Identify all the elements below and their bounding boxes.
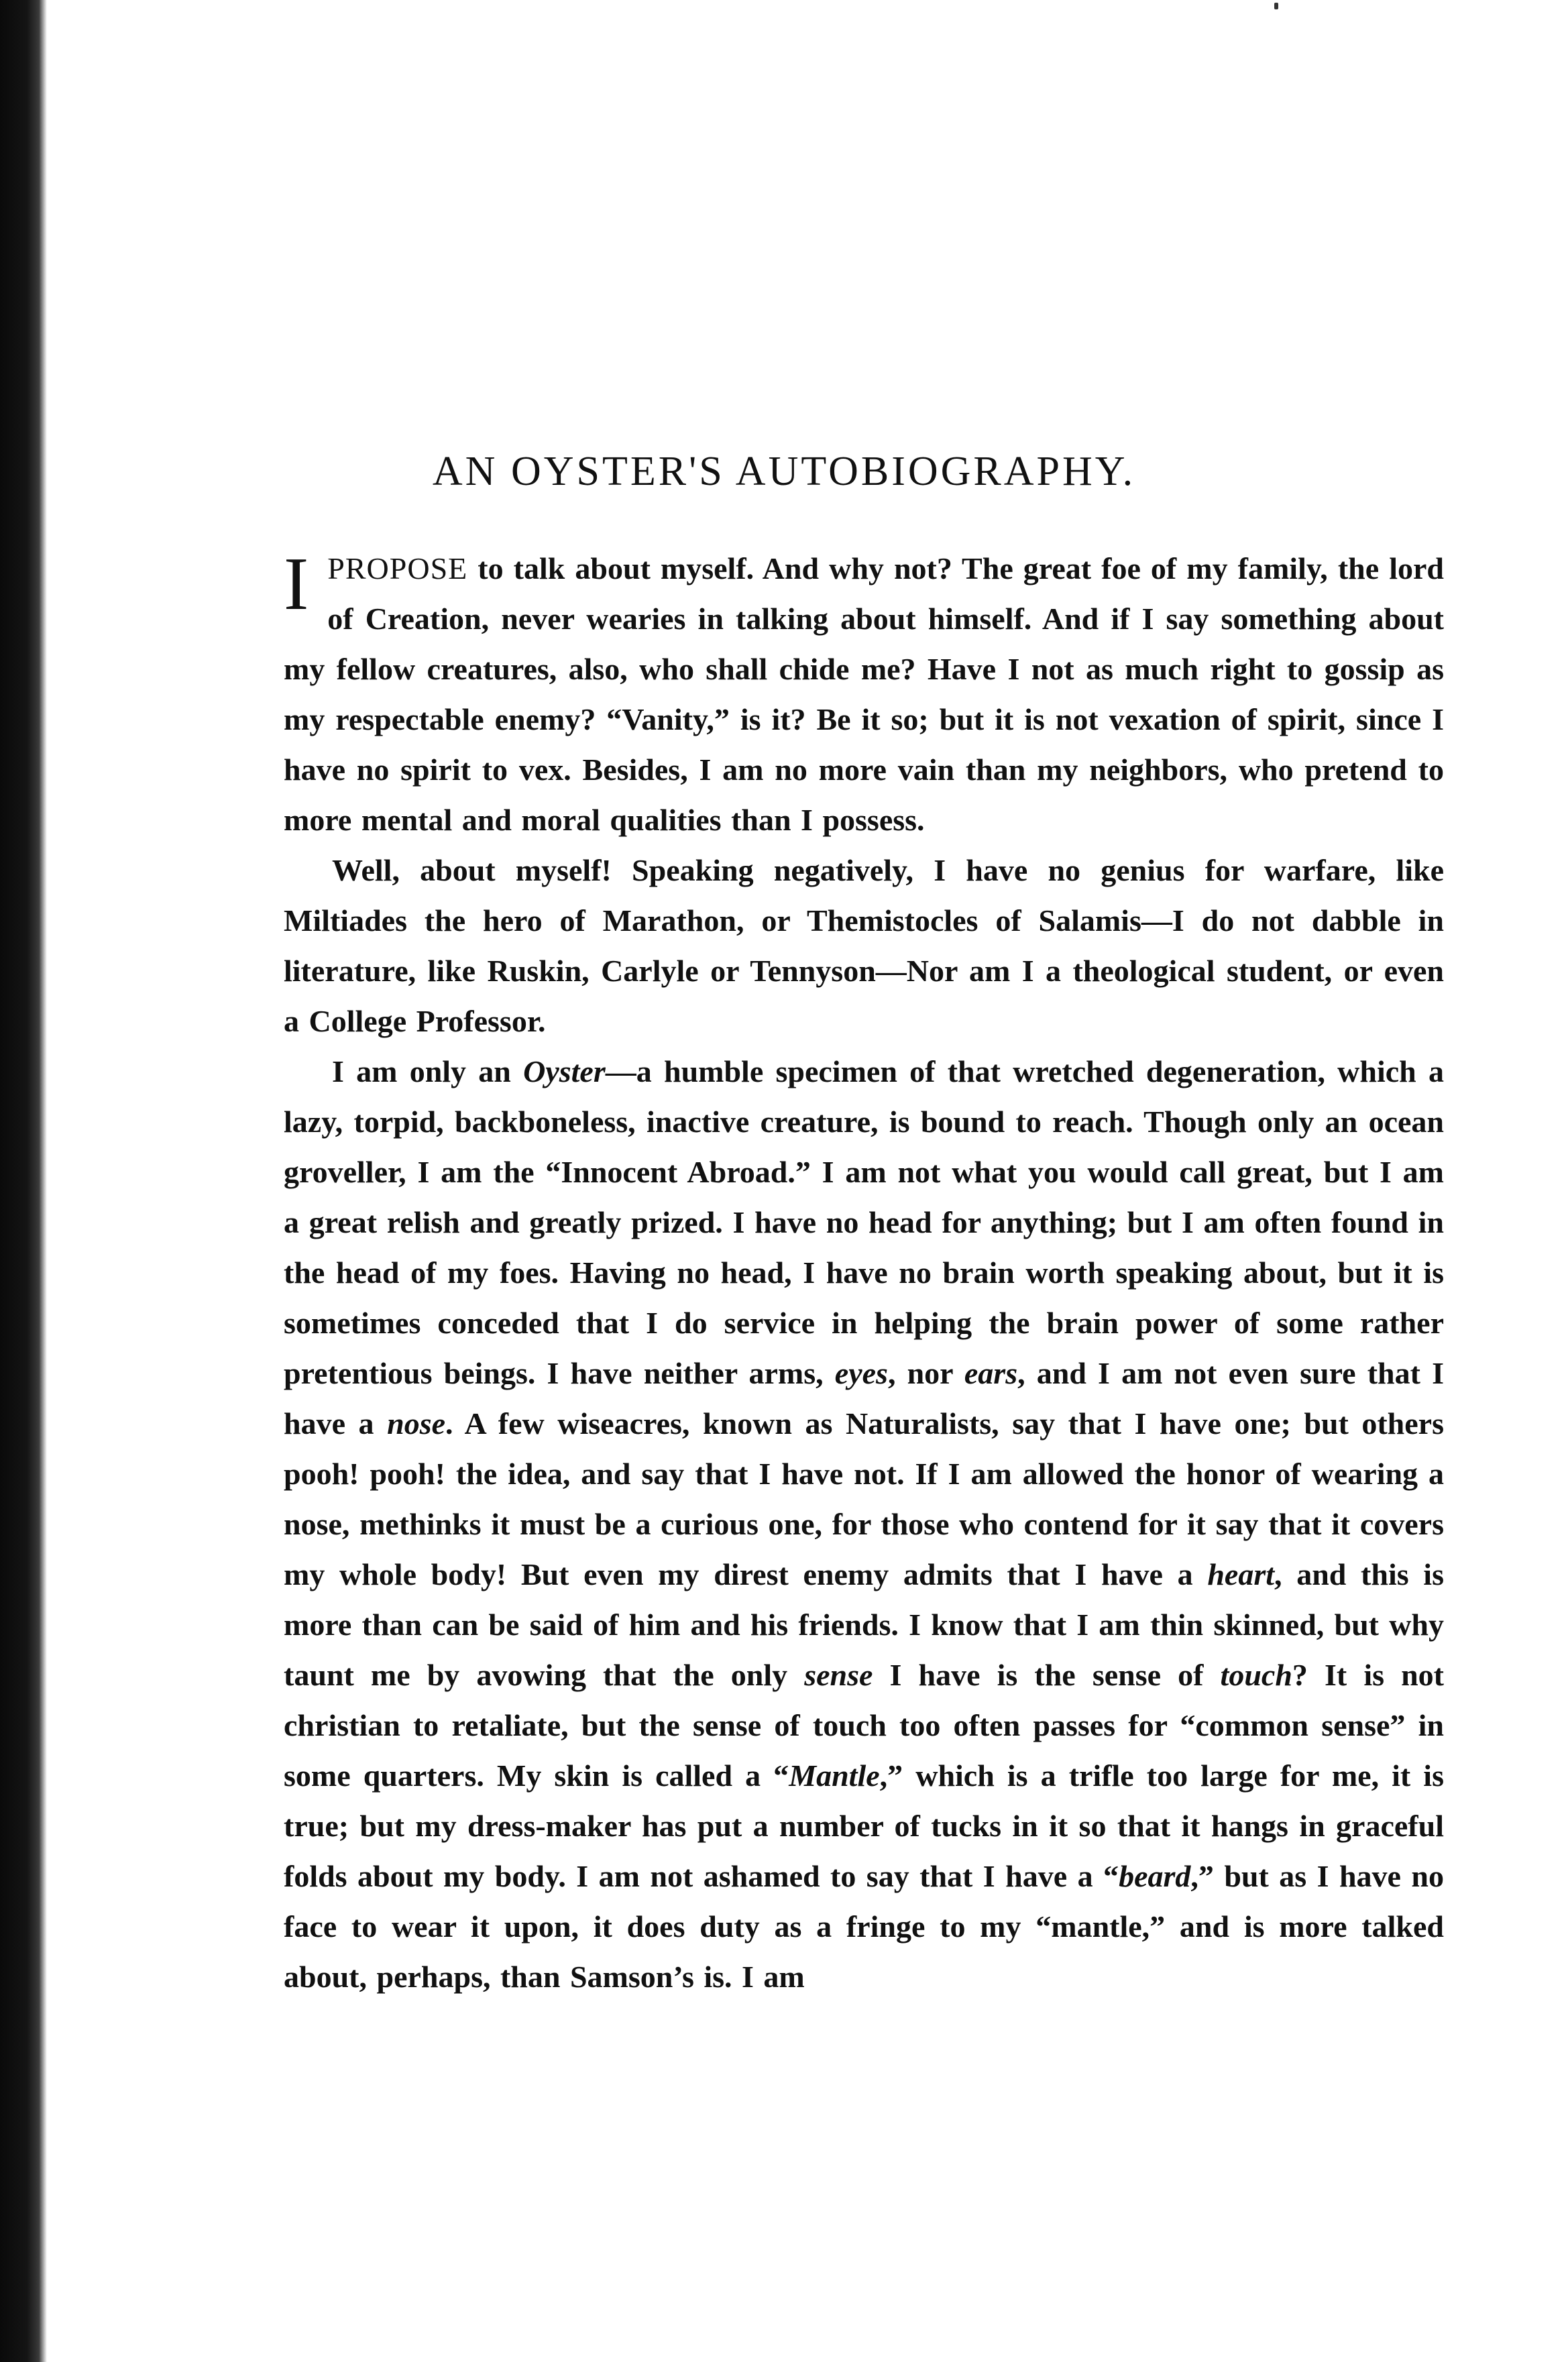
italic-word: nose (387, 1406, 446, 1441)
text-run: I am only an (332, 1054, 524, 1088)
text-run: —a humble specimen of that wretched degeneration, which a lazy, torpid, backboneless, inactive creature, is bound to reach. Though only an ocean groveller, I am the “Innocent Abroad.” I am not what you would call great, but I am a great relish and greatly prized. I have no head for anything; but I am often found in the head of my foes. Having no head, I have no brain worth speaking about, but it is sometimes conceded that I do service in helping the brain power of some rather pretentious beings. I have neither arms, (284, 1054, 1444, 1390)
body-text (284, 543, 1444, 2002)
italic-word: beard (1119, 1859, 1191, 1893)
drop-cap: I (284, 543, 309, 626)
italic-word: ears (964, 1356, 1018, 1390)
italic-word: Oyster (523, 1054, 606, 1088)
italic-word: sense (804, 1658, 873, 1692)
paragraph-text: Well, about myself! Speaking negatively, I have no genius for warfare, like Miltiades the hero of Marathon, or Themistocles of Salamis—I do not dabble in literature, like Ruskin, Carlyle or Tennyson—Nor am I a theological student, or even a College Professor. (284, 853, 1444, 1038)
paragraph-text: to talk about myself. And why not? The great foe of my family, the lord of Creation, never wearies in talking about himself. And if I say something about my fellow creatures, also, who shall chide me? Have I not as much right to gossip as my respectable enemy? “Vanity,” is it? Be it so; but it is not vexation of spirit, since I have no spirit to vex. Besides, I am no more vain than my neighbors, who pretend to more mental and moral qualities than I possess. (284, 551, 1444, 837)
paragraph (284, 543, 1444, 845)
page-title: AN OYSTER'S AUTOBIOGRAPHY. (432, 449, 1136, 494)
paragraph (284, 1046, 1444, 2002)
opening-word: PROPOSE (327, 551, 468, 585)
text-run: I have is the sense of (873, 1658, 1221, 1692)
page-binding-edge (0, 0, 47, 2362)
text-run: , and I am not even sure that I have a (284, 1356, 1444, 1441)
paragraph (284, 845, 1444, 1046)
italic-word: heart (1207, 1557, 1275, 1591)
text-run: ,” but as I have no face to wear it upon, it does duty as a fringe to my “mantle,” and is more talked about, perhaps, than Samson’s is. I am (284, 1859, 1445, 1994)
italic-word: touch (1220, 1658, 1292, 1692)
italic-word: Mantle (789, 1758, 880, 1793)
text-run: . A few wiseacres, known as Naturalists, say that I have one; but others pooh! pooh! the idea, and say that I have not. If I am allowed the honor of wearing a nose, methinks it must be a curious one, for those who contend for it say that it covers my whole body! But even my direst enemy admits that I have a (284, 1406, 1444, 1591)
text-run: , and this is more than can be said of him and his friends. I know that I am thin skinned, but why taunt me by avowing that the only (284, 1557, 1444, 1692)
text-run: , nor (887, 1356, 964, 1390)
text-run: ,” which is a trifle too large for me, it is true; but my dress-maker has put a number of tucks in it so that it hangs in graceful folds about my body. I am not ashamed to say that I have a “ (284, 1758, 1444, 1893)
scan-speck (1274, 3, 1278, 9)
text-run: ? It is not christian to retaliate, but the sense of touch too often passes for “common sense” in some quarters. My skin is called a “ (284, 1658, 1444, 1793)
italic-word: eyes (834, 1356, 888, 1390)
